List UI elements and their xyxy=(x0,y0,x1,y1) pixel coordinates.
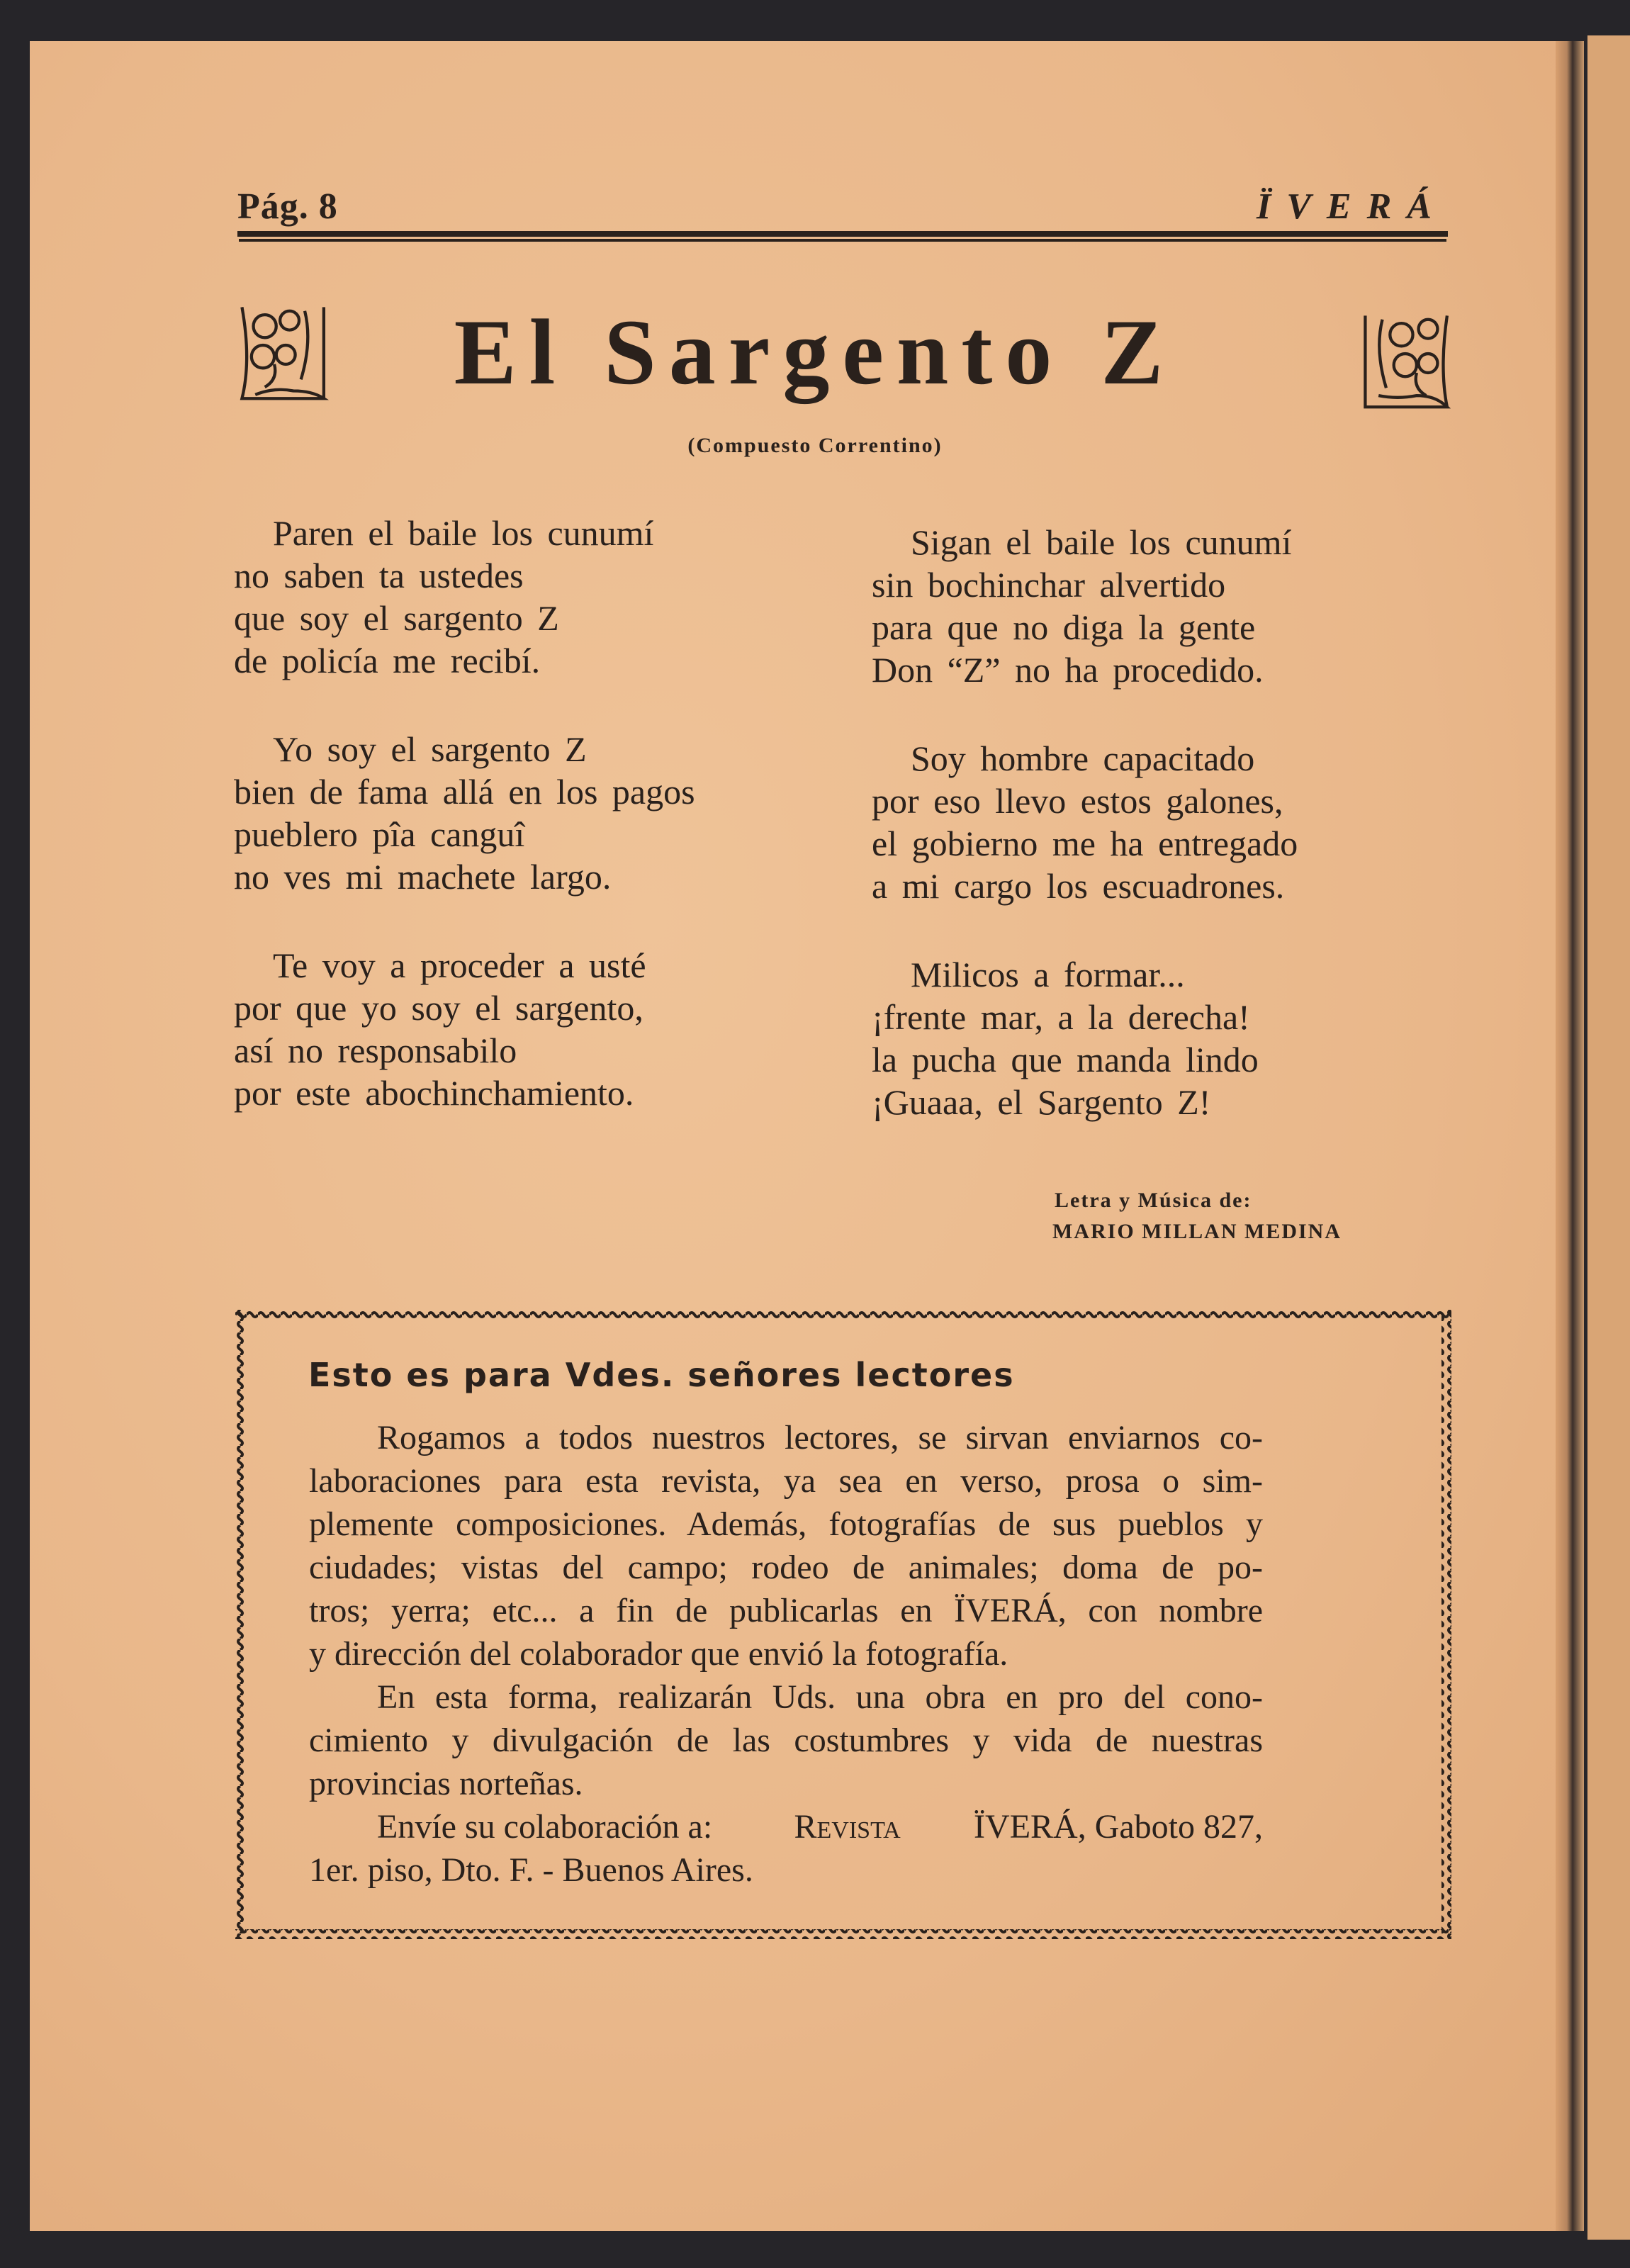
magazine-name: ÏVERÁ xyxy=(1257,186,1447,227)
page-number: Pág. 8 xyxy=(237,186,338,227)
stanza xyxy=(234,512,695,682)
stanza xyxy=(872,521,1298,691)
credit-label: Letra y Música de: xyxy=(1055,1189,1252,1212)
poem-title: El Sargento Z xyxy=(454,300,1176,404)
credit-author: MARIO MILLAN MEDINA xyxy=(1052,1220,1342,1243)
verse-line: Soy hombre capacitado xyxy=(911,739,1255,778)
poem-right-column xyxy=(872,521,1298,1169)
notice-heading: Esto es para Vdes. señores lectores xyxy=(308,1356,1015,1394)
verse-line: Sigan el baile los cunumí xyxy=(911,522,1292,562)
verse-line: así no responsabilo xyxy=(234,1031,517,1070)
text-line: tros; yerra; etc... a fin de publicarlas en ÏVERÁ, con nombre xyxy=(309,1592,1263,1629)
text-line: ciudades; vistas del campo; rodeo de animales; doma de po- xyxy=(309,1549,1263,1586)
verse-line: bien de fama allá en los pagos xyxy=(234,772,695,812)
text-line: En esta forma, realizarán Uds. una obra en pro del cono- xyxy=(377,1678,1263,1716)
text-line: y dirección del colaborador que envió la fotografía. xyxy=(309,1635,1008,1673)
text-line: laboraciones para esta revista, ya sea en verso, prosa o sim- xyxy=(309,1462,1263,1500)
text-line: cimiento y divulgación de las costumbres y vida de nuestras xyxy=(309,1722,1263,1759)
notice-box xyxy=(235,1310,1451,1939)
header-rule xyxy=(237,231,1448,239)
stanza xyxy=(872,737,1298,907)
verse-line: la pucha que manda lindo xyxy=(872,1040,1259,1079)
address-intro: Envíe su colaboración a: xyxy=(377,1808,721,1846)
verse-line: pueblero pîa canguî xyxy=(234,814,525,854)
verse-line: Milicos a formar... xyxy=(911,955,1185,994)
verse-line: de policía me recibí. xyxy=(234,641,541,680)
text-line: Rogamos a todos nuestros lectores, se sirvan enviarnos co- xyxy=(377,1419,1263,1456)
verse-line: ¡Guaaa, el Sargento Z! xyxy=(872,1082,1211,1122)
verse-line: no ves mi machete largo. xyxy=(234,857,612,897)
verse-line: Te voy a proceder a usté xyxy=(273,945,646,985)
verse-line: el gobierno me ha entregado xyxy=(872,824,1298,863)
notice-body xyxy=(309,1416,1263,1892)
stanza xyxy=(872,953,1298,1123)
verse-line: no saben ta ustedes xyxy=(234,556,524,595)
stanza xyxy=(234,944,695,1114)
address-revista: Revista xyxy=(794,1808,901,1846)
text-line: plemente composiciones. Además, fotografías de sus pueblos y xyxy=(309,1505,1263,1543)
verse-line: Don “Z” no ha procedido. xyxy=(872,650,1264,690)
poem-subtitle: (Compuesto Correntino) xyxy=(687,434,943,457)
verse-line: por que yo soy el sargento, xyxy=(234,988,643,1028)
text-line: provincias norteñas. xyxy=(309,1765,583,1802)
text-line xyxy=(309,1805,1263,1848)
verse-line: Yo soy el sargento Z xyxy=(273,729,587,769)
verse-line: a mi cargo los escuadrones. xyxy=(872,866,1285,906)
verse-line: por eso llevo estos galones, xyxy=(872,781,1283,821)
verse-line: ¡frente mar, a la derecha! xyxy=(872,997,1250,1037)
credits xyxy=(1052,1185,1342,1247)
stanza xyxy=(234,728,695,898)
verse-line: Paren el baile los cunumí xyxy=(273,513,654,553)
address-street: ÏVERÁ, Gaboto 827, xyxy=(974,1808,1263,1846)
poem-left-column xyxy=(234,512,695,1160)
text-line: 1er. piso, Dto. F. - Buenos Aires. xyxy=(309,1851,753,1889)
verse-line: por este abochinchamiento. xyxy=(234,1073,634,1113)
verse-line: para que no diga la gente xyxy=(872,607,1256,647)
verse-line: que soy el sargento Z xyxy=(234,598,559,638)
verse-line: sin bochinchar alvertido xyxy=(872,565,1226,605)
